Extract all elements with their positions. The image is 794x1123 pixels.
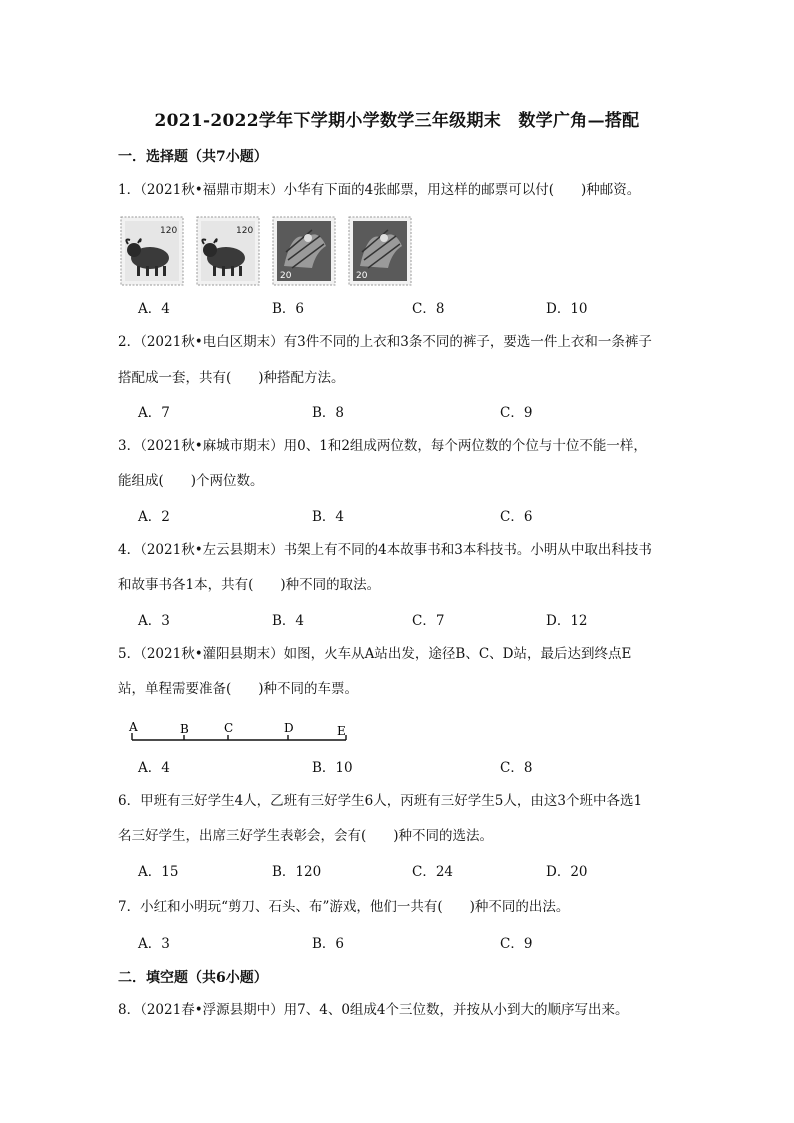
question-4-text-line-1: 4．（2021秋•左云县期末）书架上有不同的4本故事书和3本科技书。小明从中取出科技书 [118,542,652,558]
question-3-text-line-2: 能组成( )个两位数。 [118,473,264,489]
question-3-option-a: A．2 [138,509,170,525]
question-6-option-c: C．24 [412,864,454,880]
question-1-option-d: D．10 [546,301,588,317]
stamp-1-value: 120 [160,226,178,236]
question-1-option-c: C．8 [412,301,445,317]
question-6-text-line-1: 6．甲班有三好学生4人，乙班有三好学生6人，丙班有三好学生5人，由这3个班中各选1 [118,793,643,809]
station-label-d: D [284,721,294,735]
question-6-option-b: B．120 [272,864,322,880]
question-4-text-line-2: 和故事书各1本，共有( )种不同的取法。 [118,577,381,593]
station-label-c: C [224,721,234,735]
question-2-text-line-1: 2．（2021秋•电白区期末）有3件不同的上衣和3条不同的裤子，要选一件上衣和一条裤子 [118,334,652,350]
station-label-a: A [129,720,138,734]
question-3-option-c: C．6 [500,509,533,525]
section-choice-heading: 一．选择题（共7小题） [118,149,268,165]
stamp-3-value: 20 [280,271,292,281]
question-1-option-a: A．4 [138,301,170,317]
question-5-option-b: B．10 [312,760,353,776]
question-6-text-line-2: 名三好学生，出席三好学生表彰会，会有( )种不同的选法。 [118,828,494,844]
question-6-option-a: A．15 [138,864,179,880]
question-4-option-a: A．3 [138,613,170,629]
question-7-option-a: A．3 [138,936,170,952]
question-4-option-b: B．4 [272,613,305,629]
question-6-option-d: D．20 [546,864,588,880]
stamp-images [120,216,420,288]
question-5-option-a: A．4 [138,760,170,776]
stamp-4-value: 20 [356,271,368,281]
question-2-option-c: C．9 [500,405,533,421]
question-5-text-line-2: 站，单程需要准备( )种不同的车票。 [118,681,359,697]
question-7-option-b: B．6 [312,936,345,952]
ox-stamp-image [196,216,260,286]
question-7-text: 7．小红和小明玩“剪刀、石头、布”游戏，他们一共有( )种不同的出法。 [118,899,570,915]
page-title: 2021-2022学年下学期小学数学三年级期末 数学广角—搭配 [154,111,640,131]
question-1-option-b: B．6 [272,301,305,317]
question-3-option-b: B．4 [312,509,345,525]
question-2-text-line-2: 搭配成一套，共有( )种搭配方法。 [118,370,345,386]
question-4-option-d: D．12 [546,613,588,629]
question-7-option-c: C．9 [500,936,533,952]
question-2-option-a: A．7 [138,405,170,421]
ox-stamp-image [120,216,184,286]
rooster-stamp-image [272,216,336,286]
section-fill-heading: 二．填空题（共6小题） [118,970,268,986]
station-label-b: B [180,722,189,736]
stamp-2-value: 120 [236,226,254,236]
train-route-diagram [126,720,356,750]
question-3-text-line-1: 3．（2021秋•麻城市期末）用0、1和2组成两位数，每个两位数的个位与十位不能一样， [118,438,647,454]
question-8-text: 8．（2021春•浮源县期中）用7、4、0组成4个三位数，并按从小到大的顺序写出来。 [118,1002,629,1018]
station-label-e: E [337,724,346,738]
question-4-option-c: C．7 [412,613,445,629]
question-5-text-line-1: 5．（2021秋•灌阳县期末）如图，火车从A站出发，途径B、C、D站，最后达到终点E [118,646,632,662]
rooster-stamp-image [348,216,412,286]
question-2-option-b: B．8 [312,405,345,421]
question-5-option-c: C．8 [500,760,533,776]
question-1-text: 1．（2021秋•福鼎市期末）小华有下面的4张邮票，用这样的邮票可以付( )种邮资。 [118,182,641,198]
